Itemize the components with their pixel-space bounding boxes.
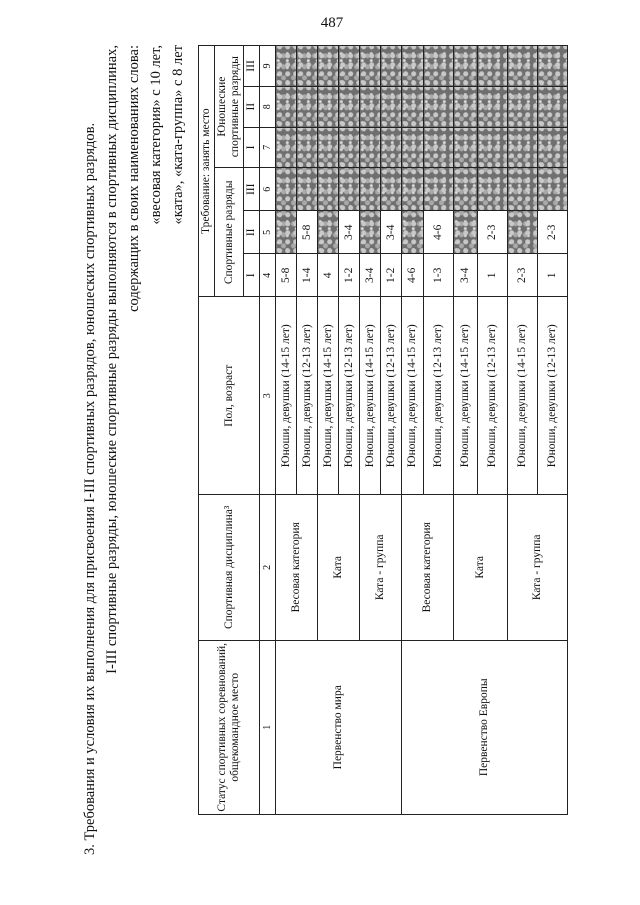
header-youth-1: I	[244, 127, 260, 168]
age-cell: Юноши, девушки (12-13 лет)	[538, 297, 568, 495]
age-cell: Юноши, девушки (14-15 лет)	[508, 297, 538, 495]
header-youth-ranks: Юношеские спортивные разряды	[215, 46, 244, 168]
shaded-cell	[381, 127, 402, 168]
shaded-cell	[454, 127, 478, 168]
shaded-cell	[339, 168, 360, 211]
discipline-cell: Ката	[318, 495, 360, 640]
rank-2-cell: 3-4	[339, 211, 360, 254]
shaded-cell	[339, 127, 360, 168]
rank-2-cell: 4-6	[424, 211, 454, 254]
discipline-cell: Весовая категория	[402, 495, 454, 640]
shaded-cell	[318, 211, 339, 254]
shaded-cell	[297, 168, 318, 211]
shaded-cell	[402, 46, 424, 87]
shaded-cell	[538, 168, 568, 211]
age-cell: Юноши, девушки (12-13 лет)	[381, 297, 402, 495]
rank-1-cell: 1-3	[424, 254, 454, 297]
status-cell: Первенство мира	[276, 640, 402, 814]
shaded-cell	[339, 86, 360, 127]
rank-1-cell: 1-2	[381, 254, 402, 297]
shaded-cell	[318, 46, 339, 87]
shaded-cell	[402, 86, 424, 127]
shaded-cell	[360, 86, 381, 127]
shaded-cell	[424, 46, 454, 87]
shaded-cell	[360, 211, 381, 254]
col-number: 5	[260, 211, 276, 254]
heading-line-5: «ката», «ката-группа» с 8 лет	[170, 45, 186, 225]
shaded-cell	[276, 211, 297, 254]
shaded-cell	[538, 86, 568, 127]
shaded-cell	[508, 46, 538, 87]
shaded-cell	[454, 46, 478, 87]
col-number: 7	[260, 127, 276, 168]
col-number: 1	[260, 640, 276, 814]
col-number: 9	[260, 46, 276, 87]
shaded-cell	[454, 168, 478, 211]
col-number: 8	[260, 86, 276, 127]
shaded-cell	[339, 46, 360, 87]
header-rank-1: I	[244, 254, 260, 297]
shaded-cell	[360, 168, 381, 211]
heading-line-4: «весовая категория» с 10 лет,	[148, 45, 164, 225]
rank-1-cell: 1-4	[297, 254, 318, 297]
shaded-cell	[508, 168, 538, 211]
shaded-cell	[276, 46, 297, 87]
age-cell: Юноши, девушки (14-15 лет)	[318, 297, 339, 495]
header-youth-3: III	[244, 46, 260, 87]
rank-1-cell: 4	[318, 254, 339, 297]
shaded-cell	[318, 86, 339, 127]
shaded-cell	[276, 127, 297, 168]
col-number: 6	[260, 168, 276, 211]
col-number: 3	[260, 297, 276, 495]
age-cell: Юноши, девушки (12-13 лет)	[424, 297, 454, 495]
shaded-cell	[360, 127, 381, 168]
age-cell: Юноши, девушки (12-13 лет)	[339, 297, 360, 495]
shaded-cell	[297, 86, 318, 127]
shaded-cell	[402, 127, 424, 168]
shaded-cell	[424, 168, 454, 211]
shaded-cell	[454, 86, 478, 127]
header-discipline: Спортивная дисциплина³	[199, 495, 260, 640]
rank-1-cell: 3-4	[360, 254, 381, 297]
discipline-cell: Ката	[454, 495, 508, 640]
header-status: Статус спортивных соревнований, общекомандное место	[199, 640, 260, 814]
shaded-cell	[318, 168, 339, 211]
requirements-table	[198, 45, 568, 815]
header-requirement: Требование: занять место	[199, 46, 215, 297]
header-rank-3: III	[244, 168, 260, 211]
shaded-cell	[538, 127, 568, 168]
rank-1-cell: 4-6	[402, 254, 424, 297]
shaded-cell	[318, 127, 339, 168]
shaded-cell	[276, 86, 297, 127]
shaded-cell	[424, 127, 454, 168]
status-cell: Первенство Европы	[402, 640, 568, 814]
shaded-cell	[381, 168, 402, 211]
shaded-cell	[478, 46, 508, 87]
rank-1-cell: 1	[538, 254, 568, 297]
age-cell: Юноши, девушки (12-13 лет)	[297, 297, 318, 495]
shaded-cell	[381, 86, 402, 127]
shaded-cell	[508, 127, 538, 168]
shaded-cell	[478, 127, 508, 168]
heading-line-2: I-III спортивные разряды, юношеские спортивные разряды выполняются в спортивных дисциплинах,	[104, 45, 120, 674]
discipline-cell: Ката - группа	[508, 495, 568, 640]
header-rank-2: II	[244, 211, 260, 254]
shaded-cell	[360, 46, 381, 87]
rank-1-cell: 1-2	[339, 254, 360, 297]
shaded-cell	[297, 127, 318, 168]
header-youth-2: II	[244, 86, 260, 127]
page-number: 487	[320, 15, 344, 31]
shaded-cell	[478, 86, 508, 127]
header-sport-ranks: Спортивные разряды	[215, 168, 244, 297]
age-cell: Юноши, девушки (12-13 лет)	[478, 297, 508, 495]
age-cell: Юноши, девушки (14-15 лет)	[276, 297, 297, 495]
rank-1-cell: 1	[478, 254, 508, 297]
col-number: 4	[260, 254, 276, 297]
shaded-cell	[381, 46, 402, 87]
shaded-cell	[424, 86, 454, 127]
shaded-cell	[508, 211, 538, 254]
rank-1-cell: 3-4	[454, 254, 478, 297]
rank-2-cell: 3-4	[381, 211, 402, 254]
shaded-cell	[297, 46, 318, 87]
table-row	[276, 46, 297, 815]
rank-1-cell: 2-3	[508, 254, 538, 297]
shaded-cell	[454, 211, 478, 254]
heading-line-3: содержащих в своих наименованиях слова:	[126, 45, 142, 312]
col-number: 2	[260, 495, 276, 640]
table-row	[402, 46, 424, 815]
discipline-cell: Ката - группа	[360, 495, 402, 640]
shaded-cell	[402, 168, 424, 211]
column-number-row	[260, 46, 276, 815]
age-cell: Юноши, девушки (14-15 лет)	[454, 297, 478, 495]
rank-2-cell: 2-3	[478, 211, 508, 254]
age-cell: Юноши, девушки (14-15 лет)	[360, 297, 381, 495]
rank-2-cell: 2-3	[538, 211, 568, 254]
shaded-cell	[538, 46, 568, 87]
header-age: Пол, возраст	[199, 297, 260, 495]
shaded-cell	[402, 211, 424, 254]
rank-1-cell: 5-8	[276, 254, 297, 297]
shaded-cell	[508, 86, 538, 127]
discipline-cell: Весовая категория	[276, 495, 318, 640]
rank-2-cell: 5-8	[297, 211, 318, 254]
shaded-cell	[478, 168, 508, 211]
heading-line-1: 3. Требования и условия их выполнения для присвоения I-III спортивных разрядов, юношеских спортивных разрядов.	[82, 122, 98, 855]
shaded-cell	[276, 168, 297, 211]
age-cell: Юноши, девушки (14-15 лет)	[402, 297, 424, 495]
rotated-page-content	[80, 35, 640, 855]
